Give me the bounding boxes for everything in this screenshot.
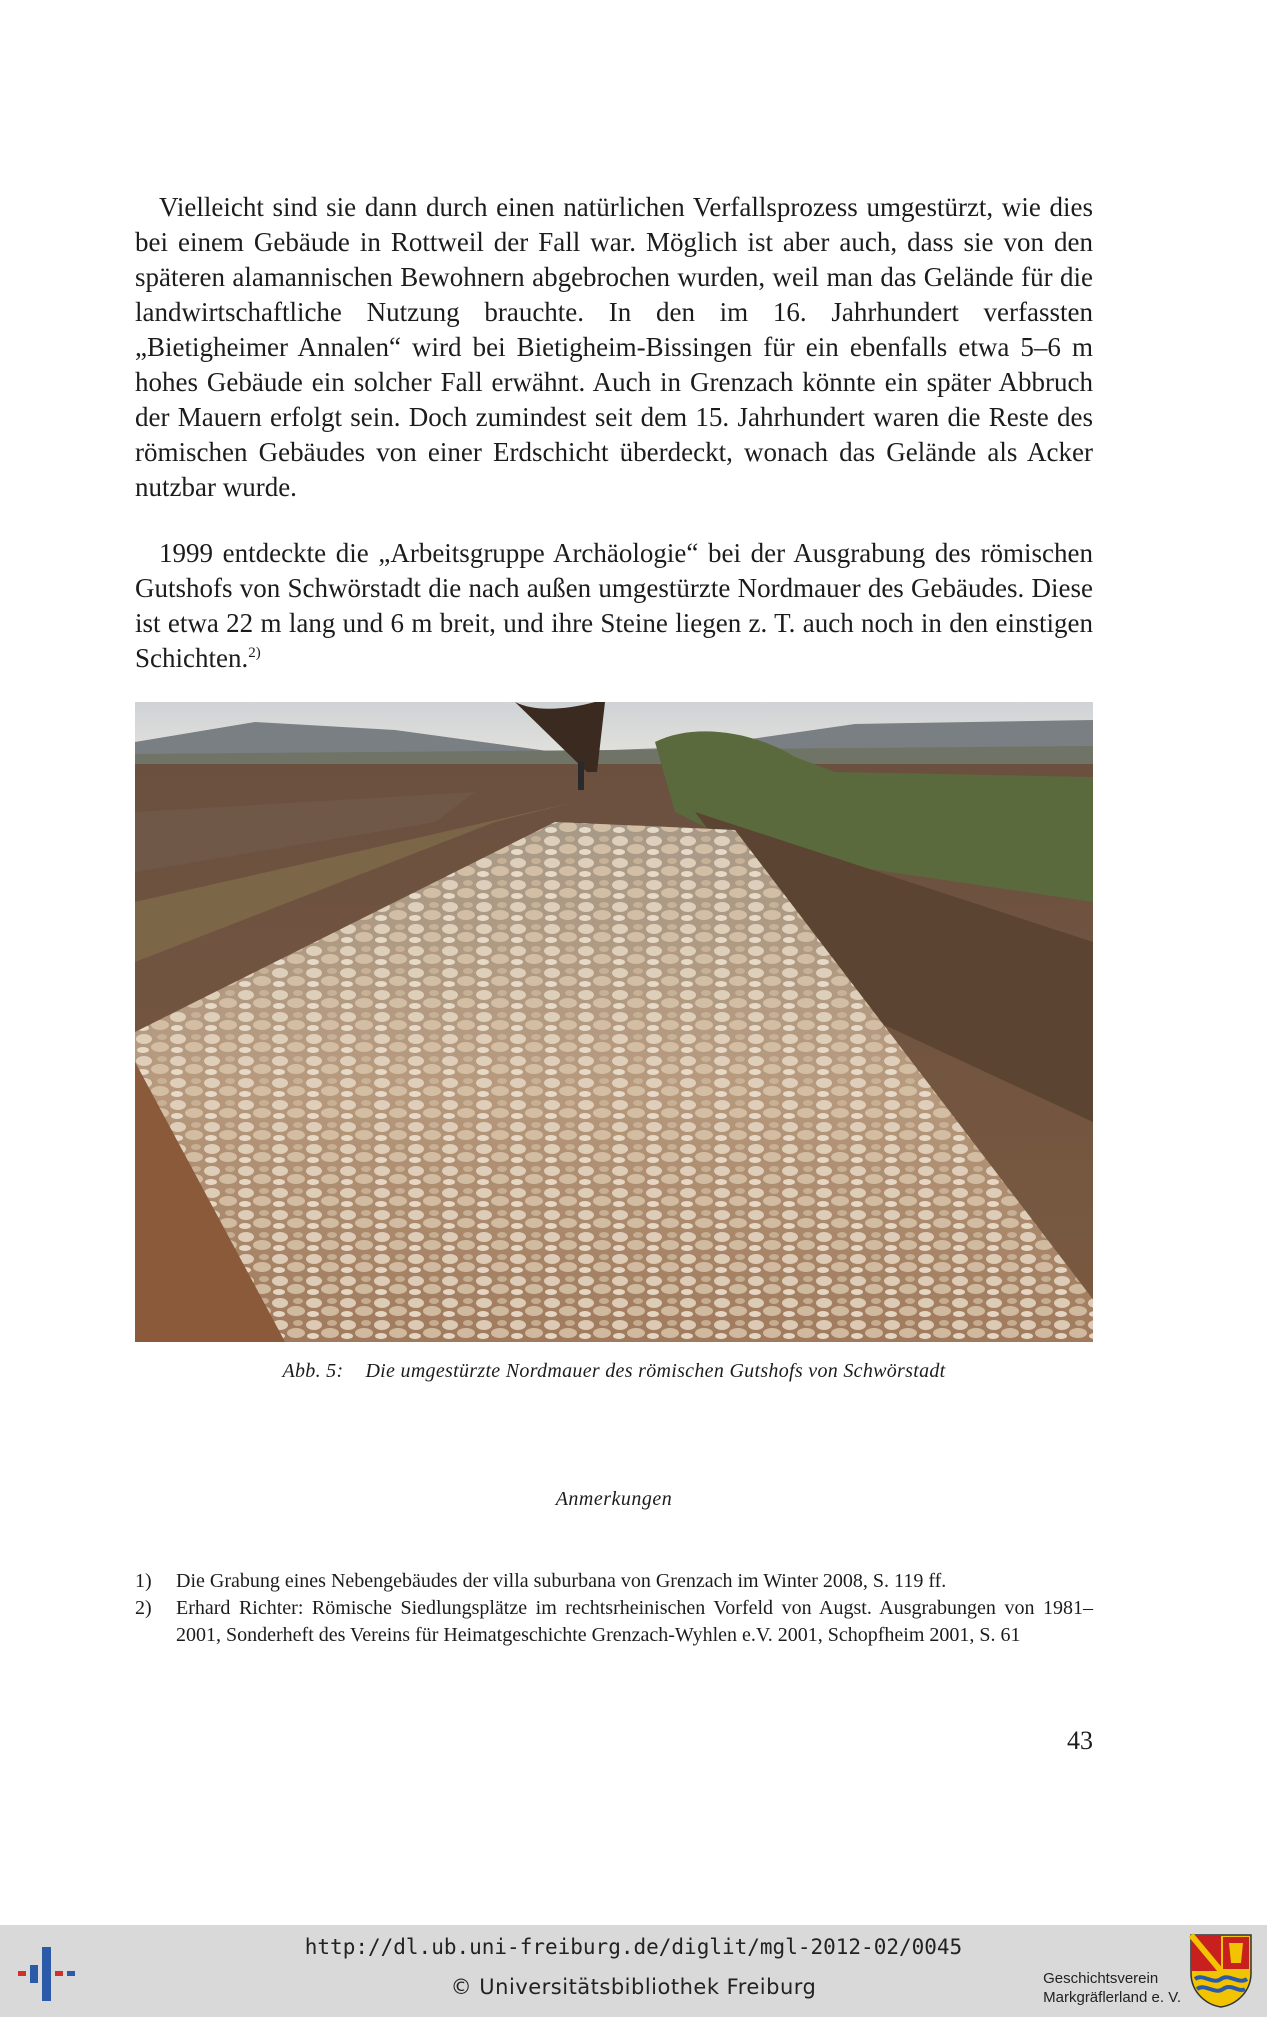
footnote-number: 2): [135, 1597, 152, 1619]
footnote-text: Erhard Richter: Römische Siedlungsplätze im rechtsrheinischen Vorfeld von Augst. Ausgrabungen von 1981–2001, Sonderheft des Vereins für Heimatgeschichte Grenzach-Wyhlen e.V. 2001, Schopfheim 2001, S. 61: [176, 1597, 1093, 1646]
footnote-text: Die Grabung eines Nebengebäudes der villa suburbana von Grenzach im Winter 2008, S. 119 ff.: [176, 1570, 947, 1592]
page-number: 43: [1067, 1726, 1093, 1755]
figure-label: Abb. 5:: [282, 1360, 344, 1382]
paragraph-1-text: Vielleicht sind sie dann durch einen natürlichen Verfallsprozess umgestürzt, wie dies bei einem Gebäude in Rottweil der Fall war. Möglich ist aber auch, dass sie von den späteren alamannischen Bewohnern abgebrochen wurden, weil man das Gelände für die landwirtschaftliche Nutzung brauchte. In den im 16. Jahrhundert verfassten „Bietigheimer Annalen“ wird bei Bietigheim-Bissingen für ein ebenfalls etwa 5–6 m hohes Gebäude ein solcher Fall erwähnt. Auch in Grenzach könnte ein später Abbruch der Mauern erfolgt sein. Doch zumindest seit dem 15. Jahrhundert waren die Reste des römischen Gebäudes von einer Erdschicht überdeckt, wonach das Gelände als Acker nutzbar wurde.: [135, 192, 1093, 502]
figure-caption-text: Die umgestürzte Nordmauer des römischen Gutshofs von Schwörstadt: [365, 1360, 946, 1382]
footer-society-name: [1043, 1969, 1181, 2007]
footnote-number: 1): [135, 1570, 152, 1592]
footnote-reference: 2): [248, 645, 261, 661]
figure-caption: [135, 1360, 1093, 1383]
notes-heading: Anmerkungen: [555, 1488, 673, 1510]
paragraph-2-text: 1999 entdeckte die „Arbeitsgruppe Archäologie“ bei der Ausgrabung des römischen Gutshofs von Schwörstadt die nach außen umgestürzte Nordmauer des Gebäudes. Diese ist etwa 22 m lang und 6 m breit, und ihre Steine liegen z. T. auch noch in den einstigen Schichten.: [135, 538, 1093, 673]
footer-bar: [0, 1925, 1267, 2017]
footnote-2: [135, 1595, 1093, 1649]
footer-url-link[interactable]: http://dl.ub.uni-freiburg.de/diglit/mgl-2012-02/0045: [304, 1935, 963, 1959]
society-line-2: Markgräflerland e. V.: [1043, 1989, 1181, 2006]
footer-copyright: © Universitätsbibliothek Freiburg: [450, 1975, 817, 1999]
footnotes-list: [135, 1568, 1093, 1649]
society-line-1: Geschichtsverein: [1043, 1970, 1159, 1987]
body-paragraph-1: [135, 190, 1093, 505]
excavation-photo-illustration: [135, 702, 1093, 1342]
body-paragraph-2: [135, 536, 1093, 676]
footnote-1: [135, 1568, 1093, 1595]
coat-of-arms-icon: [1189, 1933, 1253, 2009]
excavation-photo: [135, 702, 1093, 1342]
